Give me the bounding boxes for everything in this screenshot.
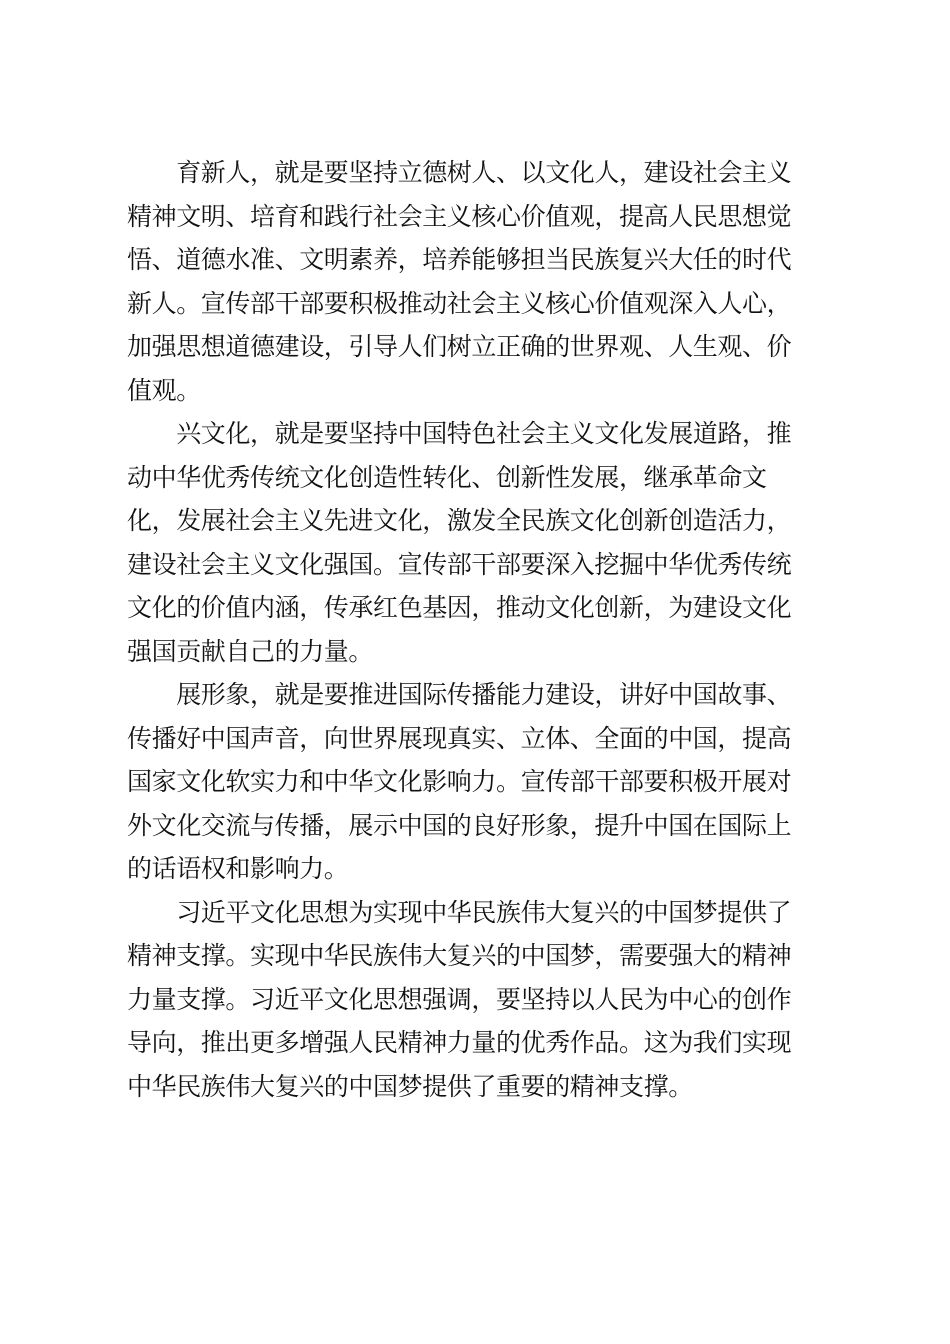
text-line: 导向，推出更多增强人民精神力量的优秀作品。这为我们实现 bbox=[127, 1028, 792, 1057]
text-line: 加强思想道德建设，引导人们树立正确的世界观、人生观、价 bbox=[127, 332, 792, 361]
paragraph-4 bbox=[127, 891, 827, 1109]
text-line: 化，发展社会主义先进文化，激发全民族文化创新创造活力， bbox=[127, 506, 792, 535]
text-line: 中华民族伟大复兴的中国梦提供了重要的精神支撑。 bbox=[127, 1071, 693, 1101]
paragraph-3 bbox=[127, 673, 827, 891]
text-line: 动中华优秀传统文化创造性转化、创新性发展，继承革命文 bbox=[127, 462, 767, 492]
text-line: 强国贡献自己的力量。 bbox=[127, 636, 374, 666]
text-line: 力量支撑。习近平文化思想强调，要坚持以人民为中心的创作 bbox=[127, 984, 792, 1014]
text-line: 悟、道德水准、文明素养，培养能够担当民族复兴大任的时代 bbox=[127, 245, 792, 274]
text-line: 外文化交流与传播，展示中国的良好形象，提升中国在国际上 bbox=[127, 810, 792, 840]
text-line: 精神文明、培育和践行社会主义核心价值观，提高人民思想觉 bbox=[127, 201, 792, 231]
text-line: 国家文化软实力和中华文化影响力。宣传部干部要积极开展对 bbox=[127, 767, 792, 796]
text-line: 文化的价值内涵，传承红色基因，推动文化创新，为建设文化 bbox=[127, 593, 792, 622]
text-line: 传播好中国声音，向世界展现真实、立体、全面的中国，提高 bbox=[127, 723, 792, 753]
text-line: 值观。 bbox=[127, 375, 201, 405]
text-line: 新人。宣传部干部要积极推动社会主义核心价值观深入人心， bbox=[127, 288, 792, 318]
text-line: 兴文化，就是要坚持中国特色社会主义文化发展道路，推 bbox=[127, 419, 792, 448]
document-body bbox=[127, 151, 827, 1108]
paragraph-1 bbox=[127, 151, 827, 412]
text-line: 习近平文化思想为实现中华民族伟大复兴的中国梦提供了 bbox=[127, 897, 792, 927]
text-line: 建设社会主义文化强国。宣传部干部要深入挖掘中华优秀传统 bbox=[127, 549, 792, 579]
paragraph-2 bbox=[127, 412, 827, 673]
text-line: 精神支撑。实现中华民族伟大复兴的中国梦，需要强大的精神 bbox=[127, 941, 792, 970]
text-line: 展形象，就是要推进国际传播能力建设，讲好中国故事、 bbox=[127, 680, 792, 709]
text-line: 育新人，就是要坚持立德树人、以文化人，建设社会主义 bbox=[127, 158, 792, 187]
text-line: 的话语权和影响力。 bbox=[127, 854, 349, 883]
